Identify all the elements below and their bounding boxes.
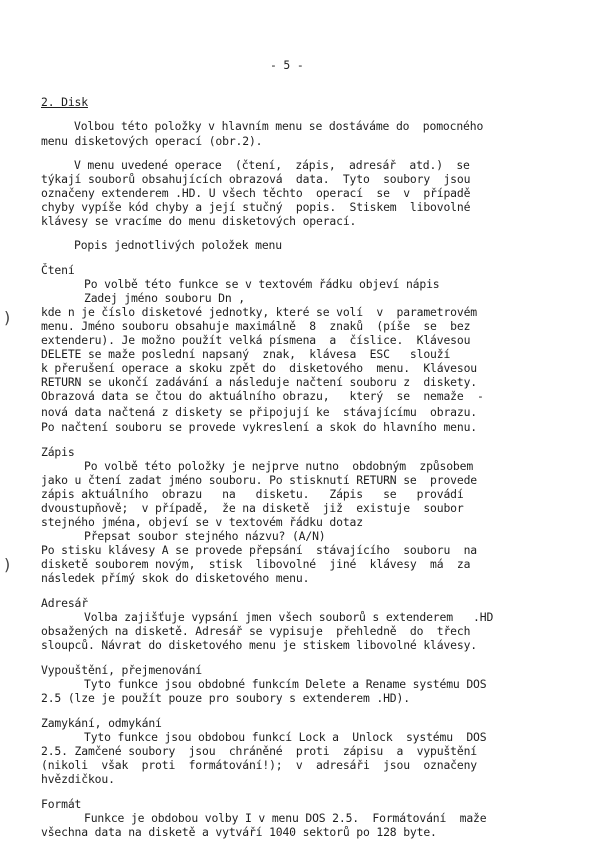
zamykani-line: Tyto funkce jsou obdobou funkcí Lock a Unlock systému DOS (84, 730, 487, 744)
list-title: Popis jednotlivých položek menu (74, 238, 282, 252)
zapis-heading: Zápis (41, 445, 75, 459)
zapis-line: disketě souborem novým, stisk libovolné jiné klávesy má za (41, 557, 471, 571)
zapis-line: dvoustupňově; v případě, že na disketě již existuje soubor (41, 501, 464, 515)
zapis-line: zápis aktuálního obrazu na disketu. Zápis se provádí (41, 487, 464, 501)
margin-mark: ) (4, 555, 11, 574)
intro-line: týkají souborů obsahujících obrazová data. Tyto soubory jsou (41, 172, 471, 186)
format-line: Funkce je obdobou volby I v menu DOS 2.5. Formátování maže (84, 811, 487, 825)
intro-line: klávesy se vracíme do menu disketových operací. (41, 214, 357, 228)
vypousteni-line: Tyto funkce jsou obdobné funkcím Delete a Rename systému DOS (84, 677, 487, 691)
cteni-line: nová data načtená z diskety se připojují ke stávajícímu obrazu. (41, 405, 478, 419)
intro-line: označeny extenderem .HD. U všech těchto operací se v případě (41, 186, 471, 200)
adresar-line: Volba zajišťuje vypsání jmen všech souborů s extenderem .HD (84, 610, 494, 624)
intro-line: Volbou této položky v hlavním menu se dostáváme do pomocného (74, 119, 484, 133)
zapis-line: následek přímý skok do disketového menu. (41, 571, 310, 585)
cteni-line: Po volbě této funkce se v textovém řádku objeví nápis (84, 277, 440, 291)
vypousteni-heading: Vypouštění, přejmenování (41, 663, 202, 677)
zapis-line: Po stisku klávesy A se provede přepsání stávajícího souboru na (41, 543, 478, 557)
zamykani-line: 2.5. Zamčené soubory jsou chráněné proti zápisu a vypuštění (41, 744, 478, 758)
cteni-line: DELETE se maže poslední napsaný znak, klávesa ESC slouží (41, 347, 451, 361)
adresar-heading: Adresář (41, 596, 88, 610)
cteni-line: extenderu). Je možno použít velká písmena a číslice. Klávesou (41, 333, 471, 347)
cteni-line: RETURN se ukončí zadávání a následuje načtení souboru z diskety. (41, 375, 478, 389)
page-number: - 5 - (270, 58, 304, 72)
cteni-line: Zadej jméno souboru Dn , (84, 291, 245, 305)
adresar-line: sloupců. Návrat do disketového menu je stiskem libovolné klávesy. (41, 638, 478, 652)
intro-line: chyby vypíše kód chyby a její stučný popis. Stiskem libovolné (41, 200, 471, 214)
cteni-line: kde n je číslo disketové jednotky, které se volí v parametrovém (41, 305, 478, 319)
zapis-line: Po volbě této položky je nejprve nutno obdobným způsobem (84, 459, 474, 473)
zapis-line: Přepsat soubor stejného názvu? (A/N) (84, 529, 326, 543)
section-heading: 2. Disk (41, 95, 88, 109)
zamykani-line: (nikoli však proti formátování!); v adresáři jsou označeny (41, 758, 478, 772)
zapis-line: jako u čtení zadat jméno souboru. Po stisknutí RETURN se provede (41, 473, 478, 487)
format-line: všechna data na disketě a vytváří 1040 sektorů po 128 byte. (41, 825, 437, 839)
cteni-line: Obrazová data se čtou do aktuálního obrazu, který se nemaže - (41, 389, 484, 403)
intro-line: V menu uvedené operace (čtení, zápis, adresář atd.) se (74, 158, 470, 172)
intro-line: menu disketových operací (obr.2). (41, 134, 263, 148)
cteni-heading: Čtení (41, 263, 75, 277)
cteni-line: Po načtení souboru se provede vykreslení a skok do hlavního menu. (41, 420, 478, 434)
vypousteni-line: 2.5 (lze je použít pouze pro soubory s extenderem .HD). (41, 691, 410, 705)
cteni-line: k přerušení operace a skoku zpět do disketového menu. Klávesou (41, 361, 478, 375)
margin-mark: ) (4, 308, 11, 327)
adresar-line: obsažených na disketě. Adresář se vypisuje přehledně do třech (41, 624, 471, 638)
zapis-line: stejného jména, objeví se v textovém řádku dotaz (41, 515, 363, 529)
zamykani-heading: Zamykání, odmykání (41, 716, 162, 730)
cteni-line: menu. Jméno souboru obsahuje maximálně 8 znaků (píše se bez (41, 319, 471, 333)
format-heading: Formát (41, 797, 82, 811)
zamykani-line: hvězdičkou. (41, 772, 115, 786)
